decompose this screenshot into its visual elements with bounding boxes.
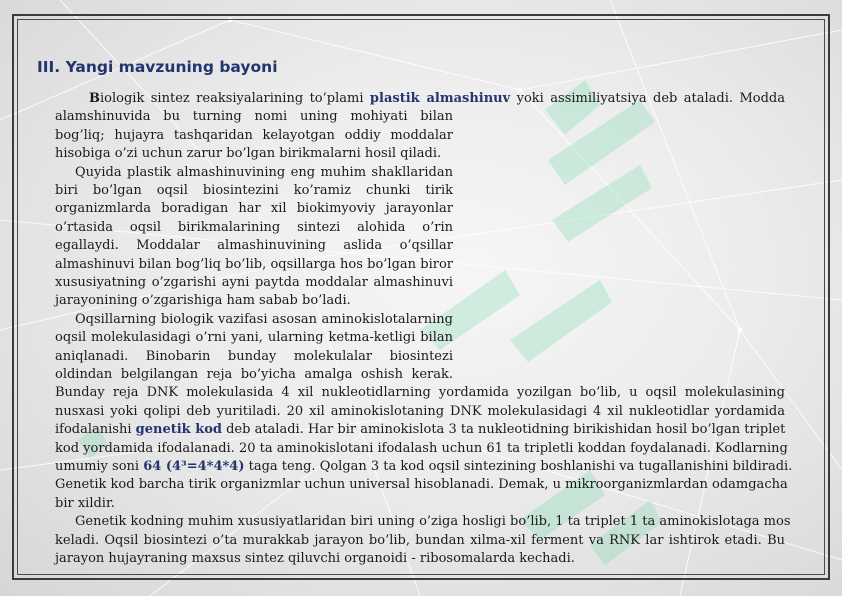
- text-span: yoki assimiliyatsiya deb ataladi. Modda: [510, 91, 785, 106]
- text-line: keladi. Oqsil biosintezi o’ta murakkab jarayon bo’lib, bundan xilma-xil ferment va RNK lar ishtirok etadi. Bu: [55, 532, 785, 548]
- paragraph-4: [55, 513, 791, 568]
- paragraph-2: [55, 164, 785, 311]
- drop-letter: B: [89, 91, 100, 106]
- text-line: Oqsillarning biologik vazifasi asosan aminokislotalarning: [75, 311, 453, 327]
- text-line: [55, 458, 793, 476]
- text-line: xususiyatning o’zgarishi ayni paytda moddalar almashinuvi: [55, 275, 453, 291]
- text-line: egallaydi. Moddalar almashinuvining aslida o’qsillar: [55, 238, 453, 254]
- term-genetik-kod: genetik kod: [135, 422, 222, 438]
- text-line: bir xildir.: [55, 495, 115, 511]
- paragraph-3: [55, 311, 793, 513]
- text-line: oqsil molekulasidagi o’rni yani, ularning ketma-ketligi bilan: [55, 330, 453, 346]
- text-line: Bunday reja DNK molekulasida 4 xil nukleotidlarning yordamida yozilgan bo’lib, u oqsil molekulasining: [55, 385, 785, 401]
- text-line: hisobiga o’zi uchun zarur bo’lgan birikmalarni hosil qiladi.: [55, 146, 442, 162]
- text-line: almashinuvi bilan bog’liq bo’lib, oqsillarga hos bo’lgan biror: [55, 256, 453, 272]
- text-line: [55, 90, 785, 108]
- text-line: Genetik kod barcha tirik organizmlar uchun universal hisoblanadi. Demak, u mikroorganizmlardan odamgacha: [55, 477, 788, 493]
- text-line: organizmlarda boradigan har xil biokimyoviy jarayonlar: [55, 201, 453, 217]
- text-line: aniqlanadi. Binobarin bunday molekulalar biosintezi: [55, 348, 453, 364]
- text-line: biri bo’lgan oqsil biosintezini ko’ramiz chunki tirik: [55, 183, 453, 198]
- text-line: jarayon hujayraning maxsus sintez qiluvchi organoidi - ribosomalarda kechadi.: [55, 551, 575, 566]
- text-line: jarayonining o’zgarishiga ham sabab bo’ladi.: [55, 293, 351, 309]
- text-line: [55, 421, 785, 439]
- text-line: kod yordamida ifodalanadi. 20 ta aminokislotani ifodalash uchun 61 ta tripletli koddan foydalanadi. Kodlarning: [55, 440, 788, 456]
- text-line: alamshinuvida bu turning nomi uning mohiyati bilan: [55, 109, 453, 125]
- paragraph-1: [55, 90, 785, 164]
- text-span: ifodalanishi: [55, 422, 136, 438]
- text-line: bog’liq; hujayra tashqaridan kelayotgan oddiy moddalar: [55, 127, 453, 143]
- term-64-codes: 64 (4³=4*4*4): [143, 459, 245, 475]
- text-line: oldindan belgilangan reja bo’yicha amalga oshish kerak.: [55, 367, 453, 383]
- text-span: umumiy soni: [55, 459, 144, 475]
- text-span: taga teng. Qolgan 3 ta kod oqsil sintezining boshlanishi va tugallanishini bildiradi.: [244, 459, 793, 475]
- term-plastik-almashinuv: plastik almashinuv: [369, 91, 511, 106]
- text-span: iologik sintez reaksiyalarining to’plami: [100, 91, 370, 106]
- text-line: Genetik kodning muhim xususiyatlaridan biri uning o’ziga hosligi bo’lib, 1 ta triplet 1 ta aminokislotaga mos: [75, 514, 791, 530]
- text-line: Quyida plastik almashinuvining eng muhim shakllaridan: [75, 164, 453, 180]
- text-line: nusxasi yoki qolipi deb yuritiladi. 20 xil aminokislotaning DNK molekulasidagi 4 xil nukleotidlar yordamida: [55, 403, 785, 419]
- text-span: deb ataladi. Har bir aminokislota 3 ta nukleotidning birikishidan hosil bo’lgan triplet: [221, 422, 786, 438]
- section-heading: III. Yangi mavzuning bayoni: [37, 58, 278, 76]
- text-line: o’rtasida oqsil birikmalarining sintezi alohida o’rin: [55, 219, 453, 235]
